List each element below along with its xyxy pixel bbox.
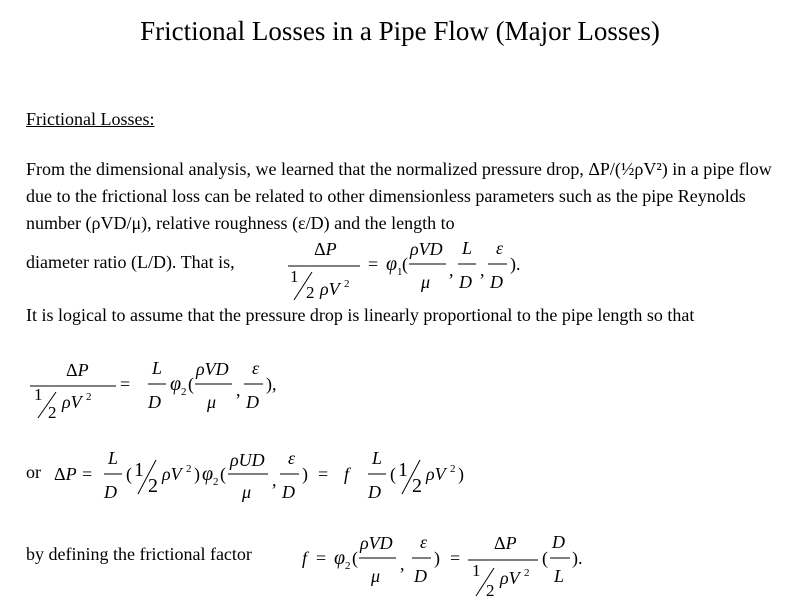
svg-text:D: D [368,482,381,502]
svg-text:2: 2 [86,391,92,403]
svg-text:D: D [459,272,472,292]
svg-text:μ: μ [207,392,217,412]
svg-text:1: 1 [134,459,144,481]
svg-text:,: , [480,260,485,280]
svg-text:ρV: ρV [162,464,182,484]
svg-text:L: L [372,448,383,468]
svg-text:ΔP: ΔP [66,360,89,380]
svg-text:(: ( [542,548,548,568]
svg-text:L: L [108,448,119,468]
svg-text:φ: φ [202,463,214,485]
svg-text:2: 2 [524,567,530,579]
svg-text:1: 1 [472,561,481,580]
svg-text:): ) [458,464,464,484]
svg-text:ρV: ρV [500,568,520,588]
svg-text:ρUD: ρUD [230,450,265,470]
svg-text:μ: μ [242,482,252,502]
svg-text:,: , [236,380,241,400]
svg-text:φ: φ [386,253,398,275]
svg-text:f: f [344,464,350,484]
svg-text:ΔP: ΔP [54,464,77,484]
svg-text:(: ( [188,374,194,394]
svg-text:D: D [282,482,295,502]
svg-text:2: 2 [186,463,192,475]
svg-text:2: 2 [344,278,350,290]
svg-text:1: 1 [34,385,43,404]
svg-text:=: = [318,464,329,484]
svg-text:): ) [194,464,200,484]
svg-text:(: ( [390,464,396,484]
svg-text:,: , [449,260,454,280]
page-title: Frictional Losses in a Pipe Flow (Major Losses) [140,16,660,46]
svg-text:ρV: ρV [426,464,446,484]
equation-2 [26,352,286,424]
svg-text:ε: ε [252,358,260,378]
svg-text:ε: ε [288,448,296,468]
svg-text:1: 1 [398,459,408,481]
svg-text:): ) [434,548,440,568]
svg-text:D: D [104,482,117,502]
svg-text:1: 1 [290,267,299,286]
ratio-intro-text: diameter ratio (L/D). That is, [26,252,235,272]
section-heading: Frictional Losses: [26,109,155,129]
svg-text:=: = [316,548,327,568]
friction-factor-intro-text: by defining the frictional factor [26,544,252,564]
svg-text:ρV: ρV [320,279,340,299]
svg-text:μ: μ [371,566,381,586]
svg-text:D: D [246,392,259,412]
svg-text:ρV: ρV [62,392,82,412]
svg-text:ε: ε [496,238,504,258]
svg-text:D: D [552,532,565,552]
svg-text:2: 2 [48,403,57,422]
equation-3 [52,444,482,504]
svg-text:=: = [450,548,461,568]
svg-text:2: 2 [486,581,495,600]
svg-text:(: ( [352,548,358,568]
svg-text:2: 2 [412,475,422,497]
svg-text:2: 2 [345,560,351,572]
svg-text:=: = [368,254,379,274]
svg-text:φ: φ [170,373,182,395]
equation-4 [298,528,598,600]
svg-text:2: 2 [148,475,158,497]
paragraph-linear-proportion: It is logical to assume that the pressure drop is linearly proportional to the pipe length so that [26,305,695,325]
svg-text:(: ( [126,464,132,484]
svg-text:(: ( [402,254,408,274]
svg-text:(: ( [220,464,226,484]
svg-text:μ: μ [421,272,431,292]
svg-text:),: ), [266,374,277,394]
svg-text:2: 2 [306,283,315,302]
svg-text:).: ). [572,548,583,568]
svg-text:ρVD: ρVD [360,533,393,553]
svg-text:φ: φ [334,547,346,569]
svg-text:,: , [272,470,277,490]
svg-text:=: = [120,374,131,394]
svg-text:,: , [400,554,405,574]
svg-text:2: 2 [450,463,456,475]
svg-text:ρVD: ρVD [196,359,229,379]
svg-text:=: = [82,464,93,484]
svg-text:ΔP: ΔP [494,533,517,553]
svg-text:D: D [148,392,161,412]
svg-text:L: L [152,358,163,378]
svg-text:ε: ε [420,532,428,552]
svg-text:L: L [554,566,565,586]
svg-text:2: 2 [213,476,219,488]
svg-text:ΔP: ΔP [314,239,337,259]
svg-text:1: 1 [397,266,403,278]
svg-text:): ) [302,464,308,484]
svg-text:2: 2 [181,386,187,398]
equation-1 [284,232,544,304]
paragraph-dimensional-analysis: From the dimensional analysis, we learned that the normalized pressure drop, ΔP/(½ρV²) in a pipe flow due to the frictional loss can be related to other dimensionless parameters such as the pipe Reynolds number (ρVD/μ), relative roughness (ε/D) and the length to [26,159,772,233]
svg-text:ρVD: ρVD [410,239,443,259]
svg-text:D: D [490,272,503,292]
svg-text:D: D [414,566,427,586]
svg-text:).: ). [510,254,521,274]
or-label: or [26,462,41,482]
svg-text:f: f [302,548,308,568]
svg-text:L: L [462,238,473,258]
